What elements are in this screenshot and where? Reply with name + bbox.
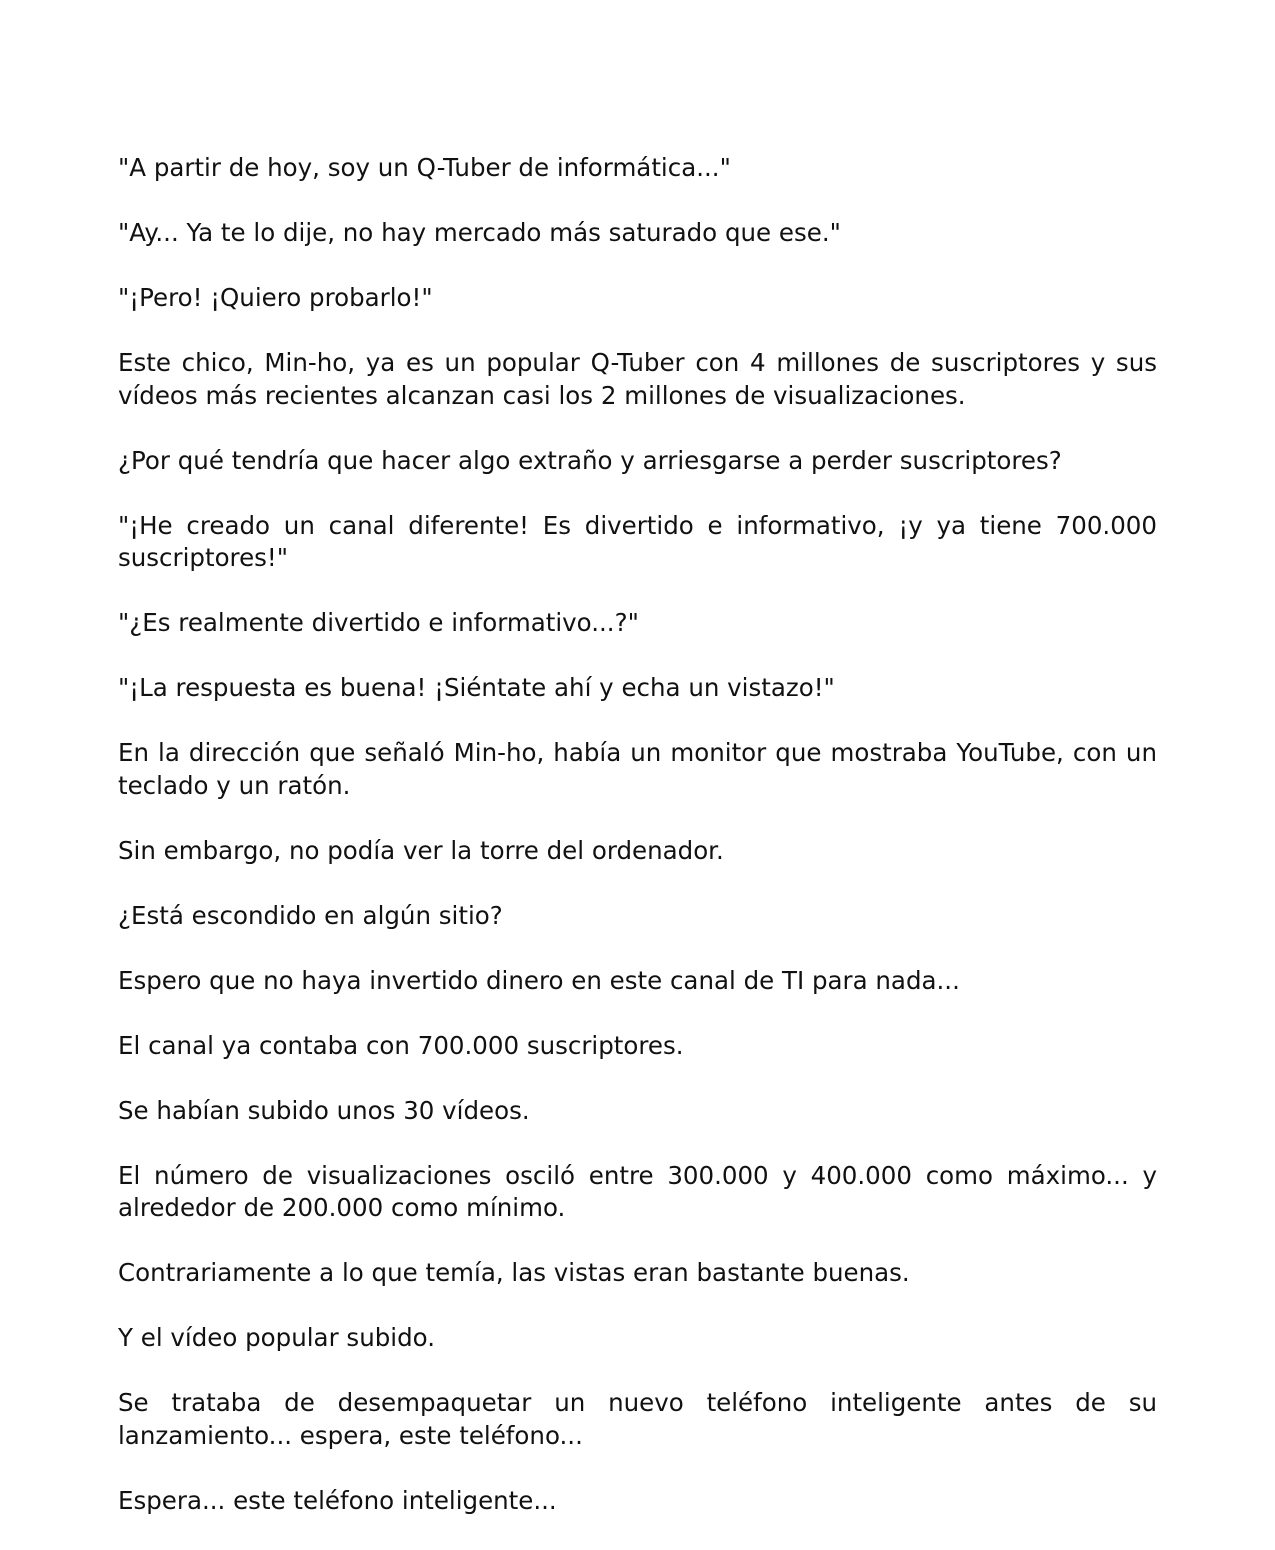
paragraph-5: ¿Por qué tendría que hacer algo extraño y arriesgarse a perder suscriptores?: [118, 445, 1062, 475]
paragraph-15: El número de visualizaciones osciló entre 300.000 y 400.000 como máximo... y alrededor de 200.000 como mínimo.: [118, 1160, 1157, 1222]
paragraph-12: Espero que no haya invertido dinero en este canal de TI para nada...: [118, 965, 960, 995]
paragraph-13: El canal ya contaba con 700.000 suscriptores.: [118, 1030, 684, 1060]
paragraph-6: "¡He creado un canal diferente! Es divertido e informativo, ¡y ya tiene 700.000 suscriptores!": [118, 510, 1157, 572]
paragraph-11: ¿Está escondido en algún sitio?: [118, 900, 503, 930]
paragraph-1: "A partir de hoy, soy un Q-Tuber de informática...": [118, 153, 731, 182]
paragraph-17: Y el vídeo popular subido.: [118, 1323, 435, 1352]
paragraph-9: En la dirección que señaló Min-ho, había un monitor que mostraba YouTube, con un teclado y un ratón.: [118, 738, 1157, 800]
document-page: [118, 152, 1157, 1550]
paragraph-16: Contrariamente a lo que temía, las vistas eran bastante buenas.: [118, 1258, 910, 1287]
paragraph-19: Espera... este teléfono inteligente...: [118, 1485, 557, 1515]
paragraph-8: "¡La respuesta es buena! ¡Siéntate ahí y echa un vistazo!": [118, 673, 835, 702]
paragraph-10: Sin embargo, no podía ver la torre del ordenador.: [118, 835, 724, 865]
paragraph-18: Se trataba de desempaquetar un nuevo teléfono inteligente antes de su lanzamiento... espera, este teléfono...: [118, 1388, 1157, 1450]
paragraph-14: Se habían subido unos 30 vídeos.: [118, 1095, 530, 1125]
paragraph-2: "Ay... Ya te lo dije, no hay mercado más saturado que ese.": [118, 218, 841, 247]
paragraph-4: Este chico, Min-ho, ya es un popular Q-Tuber con 4 millones de suscriptores y sus vídeos más recientes alcanzan casi los 2 millones de visualizaciones.: [118, 348, 1157, 410]
paragraph-7: "¿Es realmente divertido e informativo...?": [118, 608, 639, 637]
paragraph-3: "¡Pero! ¡Quiero probarlo!": [118, 283, 433, 312]
